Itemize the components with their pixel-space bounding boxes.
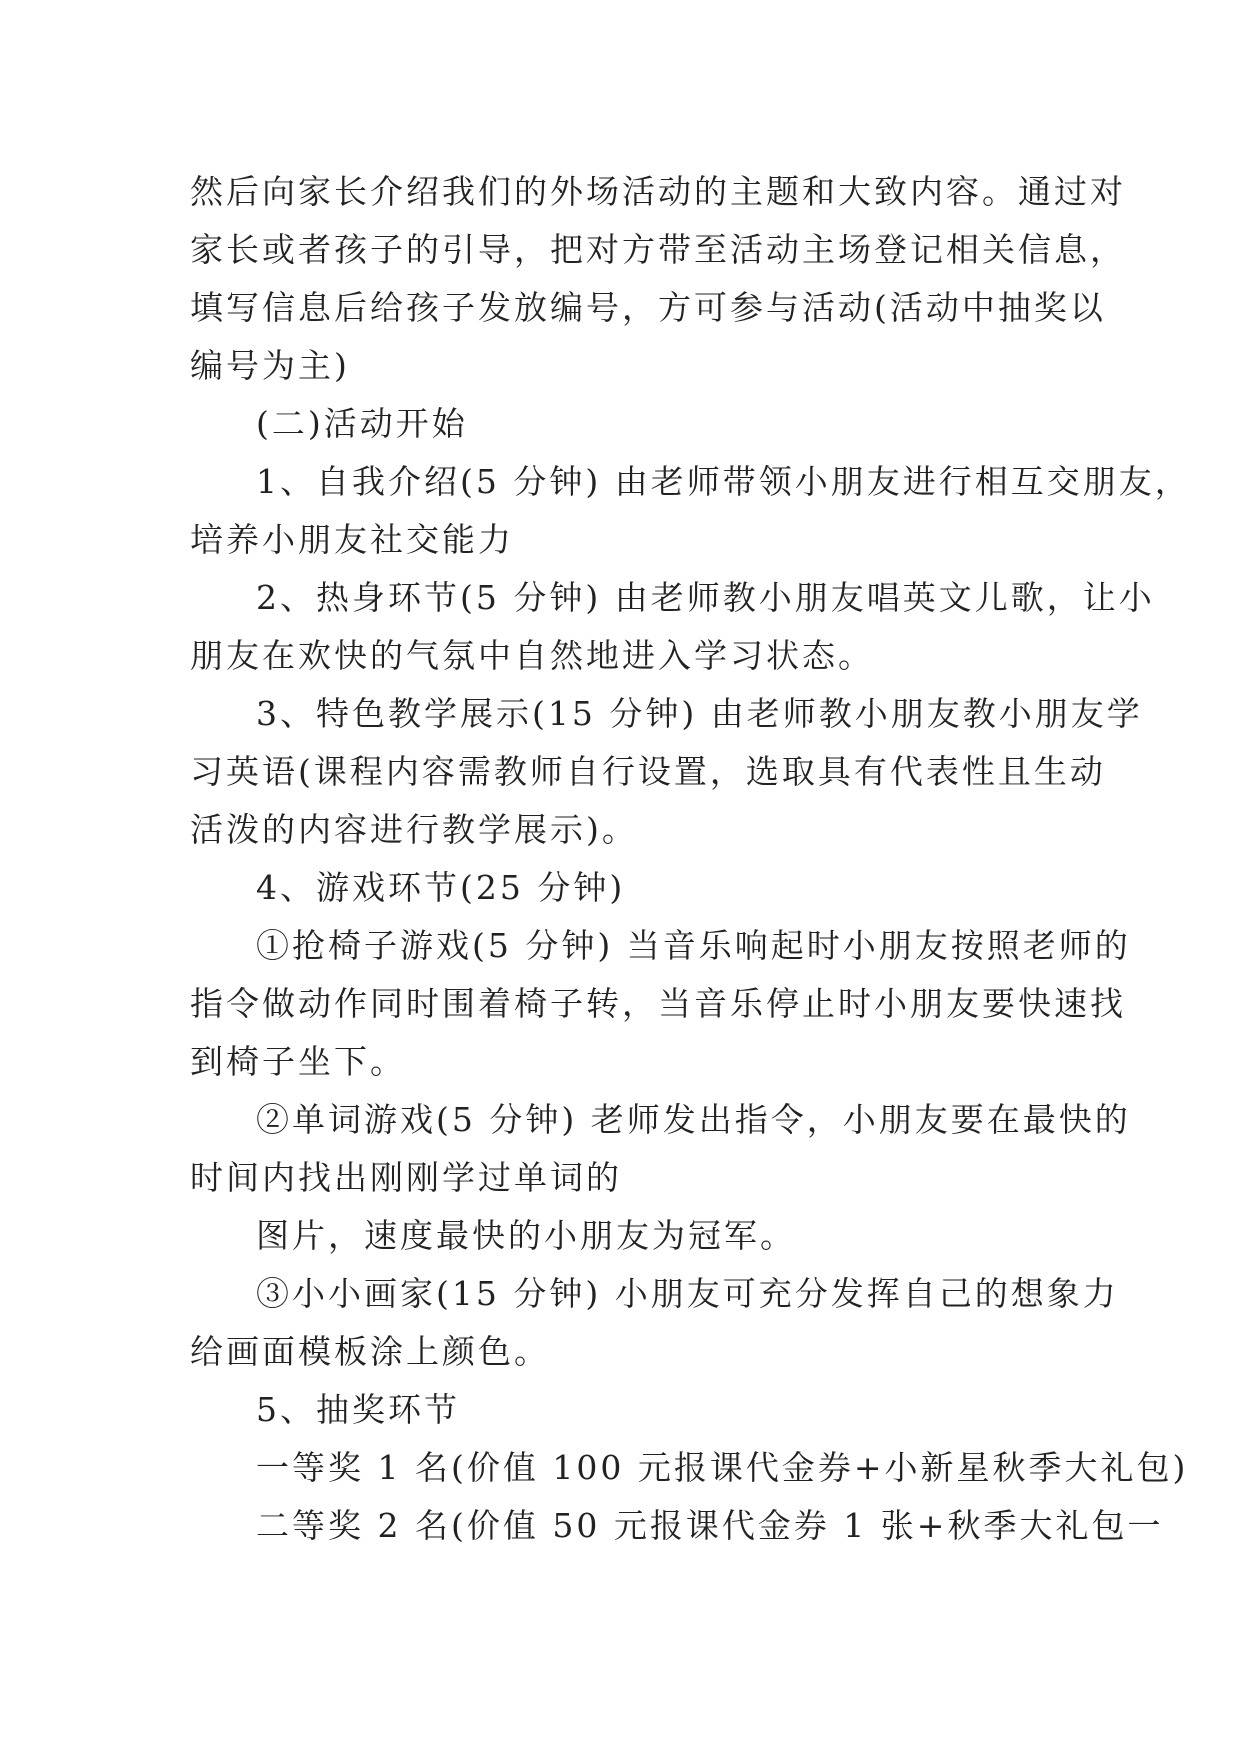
- text-line: 编号为主): [190, 346, 350, 385]
- text-line: 5、抽奖环节: [256, 1390, 460, 1429]
- text-line: 朋友在欢快的气氛中自然地进入学习状态。: [190, 636, 874, 675]
- text-line: (二)活动开始: [256, 404, 468, 443]
- text-line: ③小小画家(15 分钟) 小朋友可充分发挥自己的想象力: [256, 1274, 1119, 1313]
- text-line: ②单词游戏(5 分钟) 老师发出指令，小朋友要在最快的: [256, 1100, 1131, 1139]
- text-line: 2、热身环节(5 分钟) 由老师教小朋友唱英文儿歌，让小: [256, 578, 1155, 617]
- text-line: 然后向家长介绍我们的外场活动的主题和大致内容。通过对: [190, 172, 1126, 211]
- text-line: 填写信息后给孩子发放编号，方可参与活动(活动中抽奖以: [190, 288, 1106, 327]
- text-line: 二等奖 2 名(价值 50 元报课代金券 1 张+秋季大礼包一: [256, 1506, 1164, 1545]
- text-line: 到椅子坐下。: [190, 1042, 406, 1081]
- text-line: ①抢椅子游戏(5 分钟) 当音乐响起时小朋友按照老师的: [256, 926, 1131, 965]
- text-line: 4、游戏环节(25 分钟): [256, 868, 626, 907]
- text-line: 一等奖 1 名(价值 100 元报课代金券+小新星秋季大礼包): [256, 1448, 1189, 1487]
- text-line: 家长或者孩子的引导，把对方带至活动主场登记相关信息，: [190, 230, 1126, 269]
- text-line: 1、自我介绍(5 分钟) 由老师带领小朋友进行相互交朋友，: [256, 462, 1191, 501]
- text-line: 时间内找出刚刚学过单词的: [190, 1158, 622, 1197]
- text-line: 培养小朋友社交能力: [190, 520, 514, 559]
- text-line: 指令做动作同时围着椅子转，当音乐停止时小朋友要快速找: [190, 984, 1126, 1023]
- text-line: 习英语(课程内容需教师自行设置，选取具有代表性且生动: [190, 752, 1106, 791]
- document-body: [190, 163, 1191, 1555]
- text-line: 图片，速度最快的小朋友为冠军。: [256, 1216, 796, 1255]
- text-line: 给画面模板涂上颜色。: [190, 1332, 550, 1371]
- text-line: 3、特色教学展示(15 分钟) 由老师教小朋友教小朋友学: [256, 694, 1143, 733]
- text-line: 活泼的内容进行教学展示)。: [190, 810, 638, 849]
